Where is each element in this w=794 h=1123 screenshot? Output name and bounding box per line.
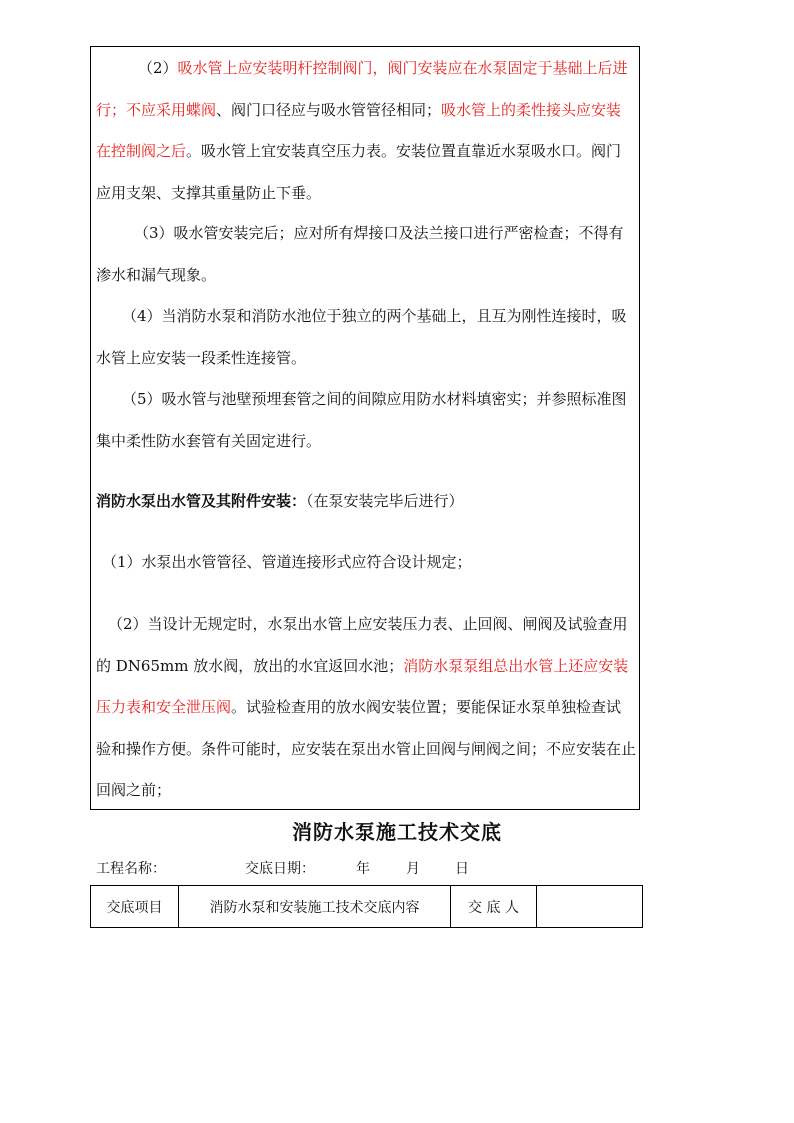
month-label: 月 <box>406 861 420 877</box>
project-name-label: 工程名称： <box>96 861 166 877</box>
year-label: 年 <box>356 861 370 877</box>
item-value-cell: 消防水泵和安装施工技术交底内容 <box>179 886 451 928</box>
section-heading-text: 消防水泵出水管及其附件安装： <box>96 492 307 510</box>
paragraph-outlet-size: （1）水泵出水管管径、管道连接形式应符合设计规定； <box>102 553 472 571</box>
paragraph-leak-check: （3）吸水管安装完后；应对所有焊接口及法兰接口进行严密检查；不得有渗水和漏气现象。 <box>96 224 624 284</box>
paragraph-number: （2） <box>138 59 178 77</box>
body-text: 、阀门口径应与吸水管管径相同； <box>216 100 442 119</box>
paragraph-flexible-pipe: （4）当消防水泵和消防水池位于独立的两个基础上，且互为刚性连接时，吸水管上应安装一段柔性连接管。 <box>96 307 627 367</box>
outlet-section-heading <box>96 481 636 523</box>
table-row <box>91 886 643 928</box>
day-label: 日 <box>455 861 469 877</box>
page-title: 消防水泵施工技术交底 <box>292 820 502 844</box>
info-table <box>90 885 643 928</box>
section-heading-note: （在泵安装完毕后进行） <box>306 492 464 510</box>
paragraph-outlet-fittings <box>96 604 636 812</box>
paragraph-suction-valve <box>96 48 636 214</box>
paragraph-sleeve-seal: （5）吸水管与池壁预埋套管之间的间隙应用防水材料填密实；并参照标准图集中柔性防水套管有关固定进行。 <box>96 390 627 450</box>
date-label: 交底日期： <box>245 861 315 877</box>
person-label-cell: 交 底 人 <box>451 886 537 928</box>
person-value-cell <box>537 886 643 928</box>
highlight-text: 吸水管上的柔性接头应安装在控制阀之后 <box>96 100 622 160</box>
item-label-cell: 交底项目 <box>91 886 179 928</box>
body-text: （2）当设计无规定时，水泵出水管上应安装压力表、止回阀、闸阀及试验查用的 DN65mm 放水阀，放出的水宜返回水池； <box>96 615 628 675</box>
highlight-text: 消防水泵泵组总出水管上还应安装压力表和安全泄压阀 <box>96 656 629 716</box>
body-text: 。试验检查用的放水阀安装位置；要能保证水泵单独检查试验和操作方便。条件可能时，应安装在泵出水管止回阀与闸阀之间；不应安装在止回阀之前； <box>96 698 637 799</box>
highlight-text: 吸水管上应安装明杆控制阀门，阀门安装应在水泵固定于基础上后进行；不应采用蝶阀 <box>96 59 628 119</box>
body-text: 。吸水管上宜安装真空压力表。安装位置直靠近水泵吸水口。阀门应用支架、支撑其重量防止下垂。 <box>96 142 622 202</box>
